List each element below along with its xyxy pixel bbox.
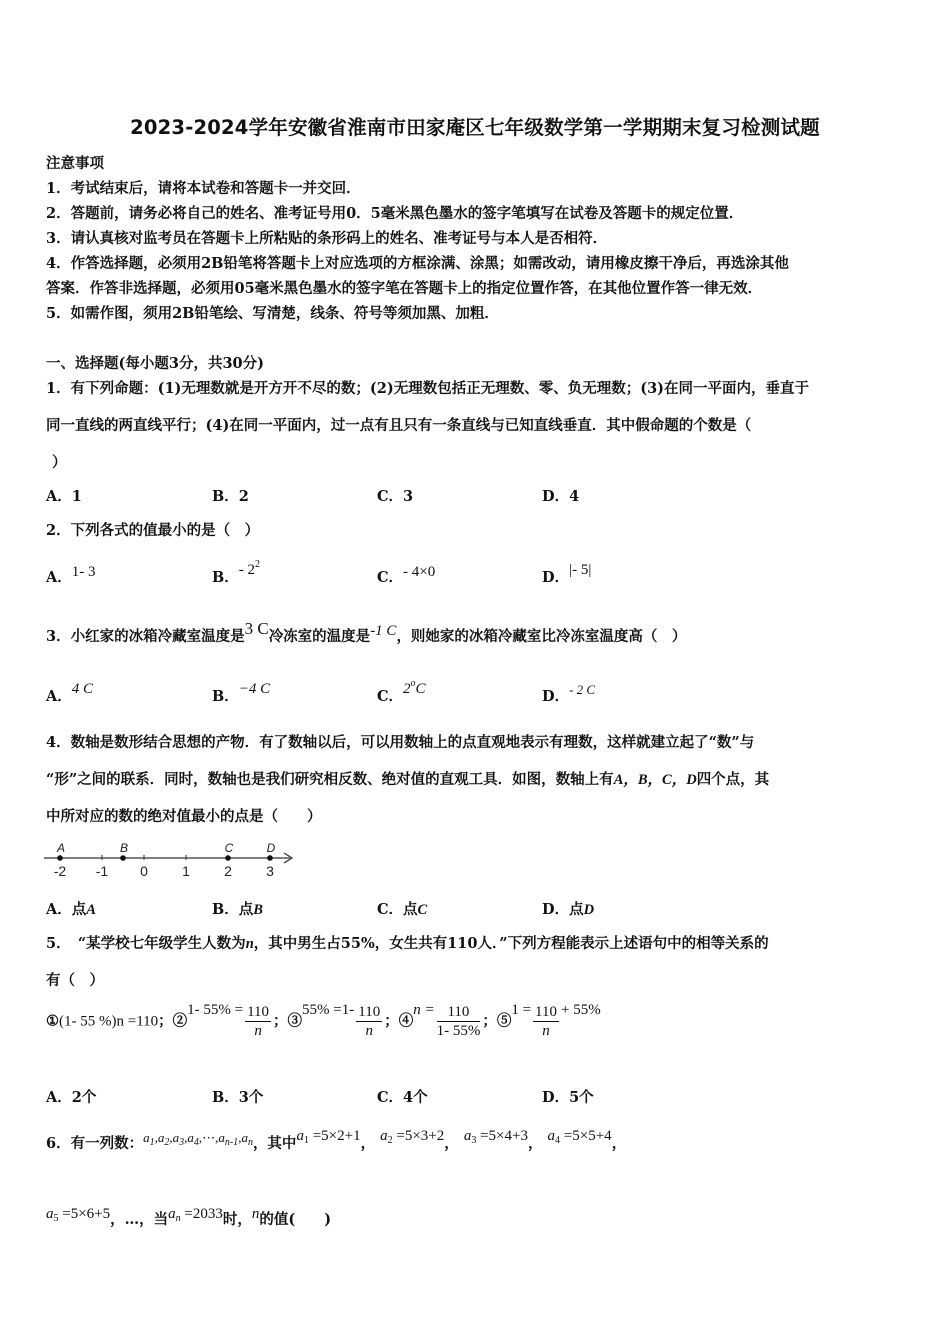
q3-label-a: A． bbox=[46, 688, 72, 705]
q2-option-b[interactable] bbox=[212, 559, 261, 587]
q3-stem bbox=[46, 619, 687, 646]
notice-item-2: 2．答题前，请务必将自己的姓名、准考证号用0．5毫米黑色墨水的签字笔填写在试卷及答题卡的规定位置． bbox=[46, 205, 744, 222]
number-line-tick-label: 2 bbox=[224, 863, 232, 879]
number-line-point-label: B bbox=[119, 841, 129, 855]
q4-option-a[interactable]: A．点A bbox=[46, 901, 96, 918]
q4-line-3: 中所对应的数的绝对值最小的点是（ ） bbox=[46, 808, 322, 825]
number-line-point-label: A bbox=[56, 841, 66, 855]
page-title: 2023-2024学年安徽省淮南市田家庵区七年级数学第一学期期末复习检测试题 bbox=[130, 116, 820, 139]
notice-item-4-cont: 答案．作答非选择题，必须用05毫米黑色墨水的签字笔在答题卡上的指定位置作答，在其他位置作答一律无效． bbox=[46, 280, 763, 297]
q3-expr-b: −4 C bbox=[238, 681, 271, 697]
q4-option-d[interactable]: D．点D bbox=[542, 901, 595, 918]
q5-option-a[interactable]: A．2个 bbox=[46, 1089, 97, 1106]
q2-expr-b-exp: 2 bbox=[255, 559, 261, 570]
q1-line-2: 同一直线的两直线平行；(4)在同一平面内，过一点有且只有一条直线与已知直线垂直．其中假命题的个数是（ bbox=[46, 417, 752, 434]
notice-item-3: 3．请认真核对监考员在答题卡上所粘贴的条形码上的姓名、准考证号与本人是否相符． bbox=[46, 230, 608, 247]
q2-option-d[interactable] bbox=[542, 562, 592, 587]
q4-line-2: “形”之间的联系．同时，数轴也是我们研究相反数、绝对值的直观工具．如图，数轴上有A，B，C，D四个点，其 bbox=[46, 771, 770, 788]
q3-option-b[interactable] bbox=[212, 681, 271, 706]
q3-label-b: B． bbox=[212, 688, 239, 705]
number-line-point bbox=[267, 855, 273, 861]
q3-option-c[interactable]: C．2$^o$C bbox=[377, 678, 426, 705]
number-line-tick-label: -2 bbox=[53, 863, 67, 879]
number-line-tick-label: -1 bbox=[95, 863, 109, 879]
number-line-point bbox=[225, 855, 231, 861]
q2-label-c: C． bbox=[377, 569, 404, 586]
q3-option-d[interactable] bbox=[542, 682, 596, 706]
number-line-point-label: D bbox=[266, 841, 276, 855]
q4-line-1: 4．数轴是数形结合思想的产物．有了数轴以后，可以用数轴上的点直观地表示有理数，这样就建立起了“数”与 bbox=[46, 734, 755, 751]
q1-option-b[interactable]: B．2 bbox=[212, 488, 249, 505]
q2-label-b: B． bbox=[212, 569, 239, 586]
q5-option-c[interactable]: C．4个 bbox=[377, 1089, 428, 1106]
q3-expr-d: - 2 C bbox=[569, 682, 596, 697]
q2-option-c[interactable] bbox=[377, 566, 435, 587]
q2-expr-a: 1- 3 bbox=[71, 564, 96, 580]
q1-option-c[interactable]: C．3 bbox=[377, 488, 414, 505]
notice-item-4: 4．作答选择题，必须用2B铅笔将答题卡上对应选项的方框涂满、涂黑；如需改动，请用橡皮擦干净后，再选涂其他 bbox=[46, 255, 789, 272]
notice-item-1: 1．考试结束后，请将本试卷和答题卡一并交回． bbox=[46, 180, 361, 197]
number-line-point bbox=[120, 855, 126, 861]
number-line-point bbox=[57, 855, 63, 861]
number-line-tick-label: 1 bbox=[182, 863, 190, 879]
q6-sequence: $a_1,a_2,a_3,a_4,\cdots,a_{n-1},a_n$ bbox=[143, 1130, 253, 1148]
q5-line-1: 5． “某学校七年级学生人数为n，其中男生占55%，女生共有110人．”下列方程能表示上述语句中的相等关系的 bbox=[46, 935, 769, 952]
q1-line-3: ） bbox=[52, 454, 67, 471]
q2-label-a: A． bbox=[46, 569, 72, 586]
q3-label-c: C． bbox=[377, 688, 404, 705]
q6-line-2: $a_5 =5\times 6+5$，…，当$a_n =2033$时，n的值( ) bbox=[46, 1206, 332, 1228]
q3-stem-b: 冷冻室的温度是 bbox=[268, 628, 371, 645]
q2-expr-d: |- 5| bbox=[569, 562, 592, 578]
q3-label-d: D． bbox=[542, 688, 570, 705]
q2-expr-b: - 2 bbox=[238, 562, 256, 578]
q2-option-a[interactable] bbox=[46, 566, 96, 587]
q5-equations: ①(1- 55 %)n =110；②1- 55% = $\frac{110}{n}$ ；③55% =1- $\frac{110}{n}$ ；④n = $\frac{110}{1- 55\%}$ ；⑤1 = $\frac{110}{n}$ + 55% bbox=[46, 1001, 601, 1039]
q2-label-d: D． bbox=[542, 569, 570, 586]
section-heading: 一、选择题(每小题3分，共30分) bbox=[46, 355, 264, 372]
notice-heading: 注意事项 bbox=[46, 155, 104, 172]
q5-option-b[interactable]: B．3个 bbox=[212, 1089, 264, 1106]
q3-val-a: 3 C bbox=[244, 619, 269, 638]
q6-line-1: 6．有一列数：$a_1,a_2,a_3,a_4,\cdots,a_{n-1},a_n$，其中$a_1 =5\times 2+1$， $a_2 =5\times 3+2$， $a_3 =5\times 4+3$， $a_4 =5\times 5+4$， bbox=[46, 1128, 627, 1152]
q1-line-1: 1．有下列命题：(1)无理数就是开方开不尽的数；(2)无理数包括正无理数、零、负无理数；(3)在同一平面内，垂直于 bbox=[46, 380, 810, 397]
q2-stem: 2．下列各式的值最小的是（ ） bbox=[46, 522, 260, 539]
q5-option-d[interactable]: D．5个 bbox=[542, 1089, 594, 1106]
q5-line-2: 有（ ） bbox=[46, 972, 104, 989]
q1-option-a[interactable]: A．1 bbox=[46, 488, 82, 505]
q3-option-a[interactable] bbox=[46, 681, 94, 706]
number-line-tick-label: 3 bbox=[266, 863, 274, 879]
q4-option-b[interactable]: B．点B bbox=[212, 901, 263, 918]
q3-val-b: -1 C bbox=[370, 623, 397, 639]
q3-expr-a: 4 C bbox=[71, 681, 94, 697]
q1-option-d[interactable]: D．4 bbox=[542, 488, 580, 505]
q3-stem-a: 3．小红家的冰箱冷藏室温度是 bbox=[46, 628, 245, 645]
q3-expr-c: 2 bbox=[403, 681, 411, 697]
q2-expr-c: - 4×0 bbox=[403, 564, 436, 580]
number-line-point-label: C bbox=[224, 841, 234, 855]
number-line bbox=[44, 834, 304, 884]
notice-item-5: 5．如需作图，须用2B铅笔绘、写清楚，线条、符号等须加黑、加粗． bbox=[46, 305, 499, 322]
q3-stem-c: ，则她家的冰箱冷藏室比冷冻室温度高（ ） bbox=[396, 628, 687, 645]
q4-option-c[interactable]: C．点C bbox=[377, 901, 428, 918]
number-line-tick-label: 0 bbox=[140, 863, 148, 879]
